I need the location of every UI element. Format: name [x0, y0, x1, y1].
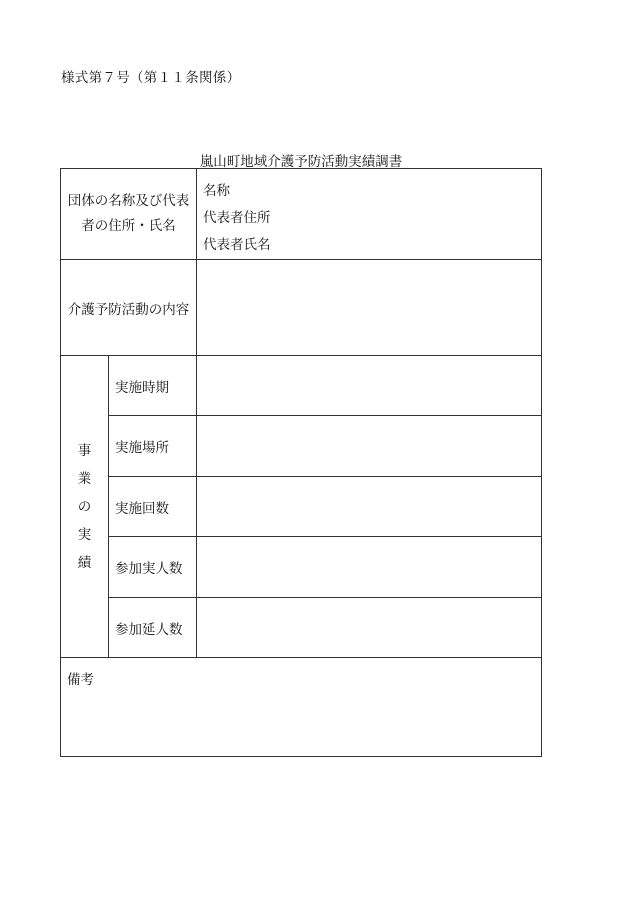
- activity-row: [61, 260, 542, 356]
- results-row: [61, 356, 542, 416]
- participants-actual-label: 参加実人数: [109, 537, 197, 598]
- implementation-period-value[interactable]: [197, 356, 542, 416]
- activity-label: 介護予防活動の内容: [61, 260, 197, 356]
- results-row: [61, 477, 542, 537]
- results-label-char: 実: [77, 526, 92, 543]
- participants-actual-value[interactable]: [197, 537, 542, 598]
- participants-total-value[interactable]: [197, 598, 542, 658]
- implementation-period-label: 実施時期: [109, 356, 197, 416]
- results-row: [61, 537, 542, 598]
- implementation-count-value[interactable]: [197, 477, 542, 537]
- results-row: [61, 416, 542, 477]
- results-label-char: 業: [77, 470, 92, 487]
- activity-value-cell[interactable]: [197, 260, 542, 356]
- organization-row: [61, 169, 542, 260]
- results-label-char: 績: [77, 554, 92, 571]
- form-number: 様式第７号（第１１条関係）: [61, 70, 241, 86]
- organization-label-line1: 団体の名称及び代表: [67, 193, 190, 209]
- results-vertical-label: [61, 356, 109, 658]
- organization-label-line2: 者の住所・氏名: [81, 218, 176, 234]
- remarks-label: 備考: [67, 672, 94, 688]
- implementation-place-label: 実施場所: [109, 416, 197, 477]
- organization-label-cell: [61, 169, 197, 260]
- report-form-table: [60, 168, 542, 757]
- participants-total-label: 参加延人数: [109, 598, 197, 658]
- results-row: [61, 598, 542, 658]
- org-name-field: 名称: [203, 183, 230, 199]
- remarks-row: [61, 658, 542, 757]
- rep-name-field: 代表者氏名: [203, 237, 271, 253]
- document-title: 嵐山町地域介護予防活動実績調書: [199, 154, 403, 170]
- results-label-char: の: [77, 498, 92, 515]
- implementation-count-label: 実施回数: [109, 477, 197, 537]
- remarks-cell[interactable]: [61, 658, 542, 757]
- organization-fields-cell[interactable]: [197, 169, 542, 260]
- implementation-place-value[interactable]: [197, 416, 542, 477]
- rep-address-field: 代表者住所: [203, 210, 271, 226]
- results-label-char: 事: [77, 442, 92, 459]
